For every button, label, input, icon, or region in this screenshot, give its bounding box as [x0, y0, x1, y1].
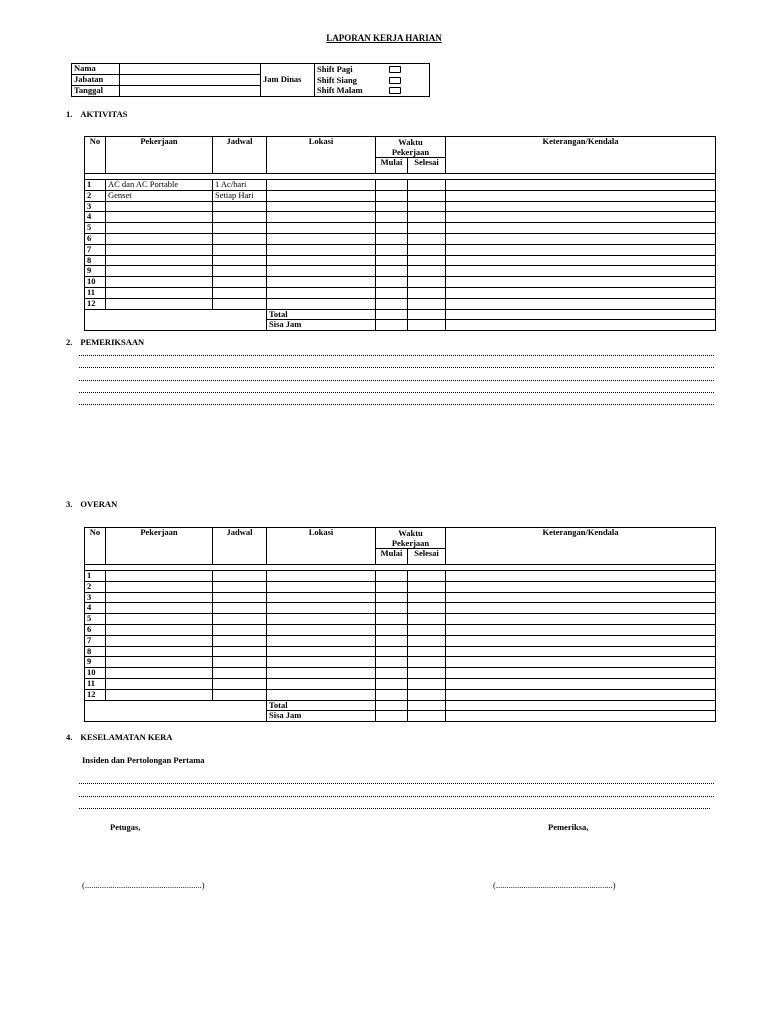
- total-row-keterangan[interactable]: [446, 309, 716, 320]
- shift-malam-option[interactable]: Shift Malam: [317, 85, 427, 96]
- section-1-heading: 1. AKTIVITAS: [66, 109, 128, 119]
- col-no: No: [85, 137, 106, 174]
- table-row: [85, 646, 716, 657]
- row-selesai[interactable]: [408, 603, 446, 614]
- total-row: [85, 700, 716, 711]
- row-lokasi[interactable]: [267, 298, 376, 309]
- row-mulai[interactable]: [376, 635, 408, 646]
- insiden-line-3[interactable]: [79, 808, 710, 809]
- row-selesai[interactable]: [408, 223, 446, 234]
- col-jadwal: Jadwal: [213, 528, 267, 565]
- sisa-jam-row-selesai[interactable]: [408, 320, 446, 331]
- table-row: [85, 201, 716, 212]
- row-keterangan[interactable]: [446, 581, 716, 592]
- table-row: [85, 266, 716, 277]
- row-selesai[interactable]: [408, 592, 446, 603]
- col-mulai: Mulai: [376, 158, 408, 174]
- sisa-jam-row-mulai[interactable]: [376, 320, 408, 331]
- row-no: 7: [85, 244, 106, 255]
- row-jadwal[interactable]: [213, 571, 267, 582]
- row-mulai[interactable]: [376, 657, 408, 668]
- row-pekerjaan[interactable]: [106, 201, 213, 212]
- row-selesai[interactable]: [408, 571, 446, 582]
- row-keterangan[interactable]: [446, 277, 716, 288]
- row-jadwal[interactable]: [213, 223, 267, 234]
- header-info-table: [71, 63, 430, 97]
- row-jadwal[interactable]: [213, 668, 267, 679]
- row-keterangan[interactable]: [446, 190, 716, 201]
- pemeriksaan-line-3[interactable]: [79, 380, 714, 381]
- row-no: 1: [85, 180, 106, 191]
- row-mulai[interactable]: [376, 614, 408, 625]
- row-lokasi[interactable]: [267, 223, 376, 234]
- row-selesai[interactable]: [408, 635, 446, 646]
- row-jadwal[interactable]: [213, 635, 267, 646]
- row-lokasi[interactable]: [267, 635, 376, 646]
- row-selesai[interactable]: [408, 277, 446, 288]
- nama-field[interactable]: [120, 64, 261, 75]
- sisa-jam-row-mulai[interactable]: [376, 711, 408, 722]
- row-lokasi[interactable]: [267, 581, 376, 592]
- total-row-label: Total: [267, 700, 376, 711]
- row-jadwal[interactable]: [213, 287, 267, 298]
- shift-malam-checkbox[interactable]: [389, 87, 401, 94]
- row-keterangan[interactable]: [446, 689, 716, 700]
- section-4-heading: 4. KESELAMATAN KERA: [66, 732, 173, 742]
- row-jadwal[interactable]: [213, 689, 267, 700]
- row-pekerjaan[interactable]: [106, 635, 213, 646]
- table-row: [85, 592, 716, 603]
- sisa-jam-row-label: Sisa Jam: [267, 711, 376, 722]
- row-no: 12: [85, 298, 106, 309]
- row-selesai[interactable]: [408, 678, 446, 689]
- row-keterangan[interactable]: [446, 614, 716, 625]
- jam-dinas-label: Jam Dinas: [261, 64, 315, 97]
- table-row: [85, 233, 716, 244]
- row-mulai[interactable]: [376, 298, 408, 309]
- row-mulai[interactable]: [376, 223, 408, 234]
- row-keterangan[interactable]: [446, 603, 716, 614]
- row-pekerjaan[interactable]: [106, 603, 213, 614]
- pemeriksaan-line-1[interactable]: [79, 355, 714, 356]
- row-jadwal[interactable]: Setiap Hari: [213, 190, 267, 201]
- col-lokasi: Lokasi: [267, 137, 376, 174]
- row-selesai[interactable]: [408, 266, 446, 277]
- row-no: 8: [85, 255, 106, 266]
- row-pekerjaan[interactable]: [106, 266, 213, 277]
- table-row: [85, 298, 716, 309]
- total-row-selesai[interactable]: [408, 700, 446, 711]
- row-no: 2: [85, 190, 106, 201]
- row-pekerjaan[interactable]: [106, 223, 213, 234]
- row-keterangan[interactable]: [446, 668, 716, 679]
- row-selesai[interactable]: [408, 212, 446, 223]
- insiden-line-1[interactable]: [79, 783, 714, 784]
- row-keterangan[interactable]: [446, 212, 716, 223]
- row-jadwal[interactable]: [213, 614, 267, 625]
- row-pekerjaan[interactable]: [106, 668, 213, 679]
- row-mulai[interactable]: [376, 212, 408, 223]
- row-keterangan[interactable]: [446, 180, 716, 191]
- row-selesai[interactable]: [408, 180, 446, 191]
- table-row: [85, 277, 716, 288]
- petugas-signature-line[interactable]: (.......................................................): [82, 880, 205, 890]
- row-jadwal[interactable]: [213, 678, 267, 689]
- row-no: 10: [85, 668, 106, 679]
- row-jadwal[interactable]: [213, 657, 267, 668]
- row-selesai[interactable]: [408, 255, 446, 266]
- total-row-mulai[interactable]: [376, 700, 408, 711]
- col-pekerjaan: Pekerjaan: [106, 137, 213, 174]
- row-no: 2: [85, 581, 106, 592]
- pemeriksaan-line-5[interactable]: [79, 404, 714, 405]
- row-mulai[interactable]: [376, 624, 408, 635]
- row-pekerjaan[interactable]: [106, 277, 213, 288]
- row-keterangan[interactable]: [446, 244, 716, 255]
- total-row-selesai[interactable]: [408, 309, 446, 320]
- sisa-jam-row-selesai[interactable]: [408, 711, 446, 722]
- pemeriksa-signature-line[interactable]: (.......................................................): [493, 880, 616, 890]
- row-keterangan[interactable]: [446, 646, 716, 657]
- col-jadwal: Jadwal: [213, 137, 267, 174]
- row-lokasi[interactable]: [267, 180, 376, 191]
- col-mulai: Mulai: [376, 549, 408, 565]
- petugas-label: Petugas,: [110, 822, 141, 832]
- table-row: [85, 581, 716, 592]
- row-keterangan[interactable]: [446, 233, 716, 244]
- row-jadwal[interactable]: 1 Ac/hari: [213, 180, 267, 191]
- row-pekerjaan[interactable]: [106, 689, 213, 700]
- table-row: [85, 657, 716, 668]
- row-lokasi[interactable]: [267, 212, 376, 223]
- row-no: 7: [85, 635, 106, 646]
- row-selesai[interactable]: [408, 298, 446, 309]
- row-jadwal[interactable]: [213, 581, 267, 592]
- row-selesai[interactable]: [408, 689, 446, 700]
- table-row: [85, 571, 716, 582]
- shift-pagi-checkbox[interactable]: [389, 66, 401, 73]
- shift-pagi-option[interactable]: Shift Pagi: [317, 64, 427, 75]
- table-row: [85, 614, 716, 625]
- table-row: [85, 635, 716, 646]
- row-keterangan[interactable]: [446, 657, 716, 668]
- row-keterangan[interactable]: [446, 298, 716, 309]
- row-lokasi[interactable]: [267, 689, 376, 700]
- row-lokasi[interactable]: [267, 678, 376, 689]
- row-keterangan[interactable]: [446, 635, 716, 646]
- row-selesai[interactable]: [408, 668, 446, 679]
- row-mulai[interactable]: [376, 233, 408, 244]
- row-jadwal[interactable]: [213, 646, 267, 657]
- total-row: [85, 309, 716, 320]
- row-mulai[interactable]: [376, 190, 408, 201]
- row-selesai[interactable]: [408, 244, 446, 255]
- row-lokasi[interactable]: [267, 603, 376, 614]
- row-no: 3: [85, 201, 106, 212]
- row-selesai[interactable]: [408, 190, 446, 201]
- insiden-subtitle: Insiden dan Pertolongan Pertama: [82, 755, 205, 765]
- row-keterangan[interactable]: [446, 592, 716, 603]
- row-selesai[interactable]: [408, 657, 446, 668]
- row-selesai[interactable]: [408, 614, 446, 625]
- section-3-heading: 3. OVERAN: [66, 499, 118, 509]
- row-jadwal[interactable]: [213, 266, 267, 277]
- shift-siang-checkbox[interactable]: [389, 77, 401, 84]
- col-pekerjaan: Pekerjaan: [106, 528, 213, 565]
- row-no: 6: [85, 233, 106, 244]
- col-keterangan: Keterangan/Kendala: [446, 137, 716, 174]
- row-pekerjaan[interactable]: [106, 212, 213, 223]
- pemeriksaan-line-2[interactable]: [79, 367, 714, 368]
- row-lokasi[interactable]: [267, 190, 376, 201]
- table-row: [85, 603, 716, 614]
- table-row: [85, 244, 716, 255]
- row-keterangan[interactable]: [446, 678, 716, 689]
- row-jadwal[interactable]: [213, 277, 267, 288]
- row-mulai[interactable]: [376, 277, 408, 288]
- row-no: 5: [85, 223, 106, 234]
- row-selesai[interactable]: [408, 287, 446, 298]
- row-no: 12: [85, 689, 106, 700]
- row-lokasi[interactable]: [267, 244, 376, 255]
- row-pekerjaan[interactable]: [106, 298, 213, 309]
- row-keterangan[interactable]: [446, 223, 716, 234]
- table-row: [85, 190, 716, 201]
- col-selesai: Selesai: [408, 549, 446, 565]
- row-mulai[interactable]: [376, 668, 408, 679]
- row-no: 6: [85, 624, 106, 635]
- table-row: [85, 624, 716, 635]
- table-row: [85, 689, 716, 700]
- row-no: 10: [85, 277, 106, 288]
- row-mulai[interactable]: [376, 266, 408, 277]
- row-no: 11: [85, 287, 106, 298]
- row-jadwal[interactable]: [213, 592, 267, 603]
- row-no: 4: [85, 603, 106, 614]
- shift-siang-option[interactable]: Shift Siang: [317, 75, 427, 86]
- row-pekerjaan[interactable]: [106, 244, 213, 255]
- row-lokasi[interactable]: [267, 287, 376, 298]
- row-jadwal[interactable]: [213, 212, 267, 223]
- col-selesai: Selesai: [408, 158, 446, 174]
- col-waktu-pekerjaan: Waktu Pekerjaan: [376, 528, 446, 549]
- row-selesai[interactable]: [408, 201, 446, 212]
- pemeriksaan-line-4[interactable]: [79, 392, 714, 393]
- aktivitas-table: [84, 136, 716, 331]
- row-mulai[interactable]: [376, 287, 408, 298]
- row-pekerjaan[interactable]: [106, 287, 213, 298]
- row-pekerjaan[interactable]: [106, 678, 213, 689]
- jabatan-label: Jabatan: [72, 74, 120, 85]
- row-no: 3: [85, 592, 106, 603]
- row-lokasi[interactable]: [267, 266, 376, 277]
- row-no: 9: [85, 657, 106, 668]
- row-mulai[interactable]: [376, 678, 408, 689]
- tanggal-field[interactable]: [120, 85, 261, 96]
- row-jadwal[interactable]: [213, 201, 267, 212]
- col-lokasi: Lokasi: [267, 528, 376, 565]
- row-mulai[interactable]: [376, 581, 408, 592]
- row-no: 8: [85, 646, 106, 657]
- row-lokasi[interactable]: [267, 277, 376, 288]
- row-lokasi[interactable]: [267, 592, 376, 603]
- table-row: [85, 678, 716, 689]
- row-no: 9: [85, 266, 106, 277]
- table-row: [85, 180, 716, 191]
- row-pekerjaan[interactable]: [106, 614, 213, 625]
- row-selesai[interactable]: [408, 646, 446, 657]
- col-keterangan: Keterangan/Kendala: [446, 528, 716, 565]
- row-no: 11: [85, 678, 106, 689]
- col-no: No: [85, 528, 106, 565]
- table-row: [85, 212, 716, 223]
- tanggal-label: Tanggal: [72, 85, 120, 96]
- row-jadwal[interactable]: [213, 298, 267, 309]
- row-pekerjaan[interactable]: [106, 624, 213, 635]
- row-lokasi[interactable]: [267, 201, 376, 212]
- table-row: [85, 287, 716, 298]
- total-row-mulai[interactable]: [376, 309, 408, 320]
- row-jadwal[interactable]: [213, 233, 267, 244]
- col-waktu-pekerjaan: Waktu Pekerjaan: [376, 137, 446, 158]
- row-jadwal[interactable]: [213, 255, 267, 266]
- row-mulai[interactable]: [376, 689, 408, 700]
- jabatan-field[interactable]: [120, 74, 261, 85]
- summary-blank: [85, 309, 267, 331]
- row-pekerjaan[interactable]: Genset: [106, 190, 213, 201]
- page-title: LAPORAN KERJA HARIAN: [326, 33, 442, 43]
- row-keterangan[interactable]: [446, 201, 716, 212]
- sisa-jam-row-label: Sisa Jam: [267, 320, 376, 331]
- row-selesai[interactable]: [408, 233, 446, 244]
- row-lokasi[interactable]: [267, 646, 376, 657]
- row-mulai[interactable]: [376, 255, 408, 266]
- row-pekerjaan[interactable]: [106, 592, 213, 603]
- row-pekerjaan[interactable]: [106, 657, 213, 668]
- row-lokasi[interactable]: [267, 571, 376, 582]
- row-mulai[interactable]: [376, 603, 408, 614]
- row-pekerjaan[interactable]: [106, 255, 213, 266]
- row-no: 5: [85, 614, 106, 625]
- row-lokasi[interactable]: [267, 255, 376, 266]
- total-row-label: Total: [267, 309, 376, 320]
- row-mulai[interactable]: [376, 646, 408, 657]
- table-row: [85, 223, 716, 234]
- table-row: [85, 255, 716, 266]
- row-jadwal[interactable]: [213, 624, 267, 635]
- row-pekerjaan[interactable]: AC dan AC Portable: [106, 180, 213, 191]
- row-lokasi[interactable]: [267, 657, 376, 668]
- pemeriksa-label: Pemeriksa,: [548, 822, 589, 832]
- row-mulai[interactable]: [376, 592, 408, 603]
- row-pekerjaan[interactable]: [106, 233, 213, 244]
- row-pekerjaan[interactable]: [106, 571, 213, 582]
- row-keterangan[interactable]: [446, 266, 716, 277]
- row-keterangan[interactable]: [446, 571, 716, 582]
- row-lokasi[interactable]: [267, 668, 376, 679]
- row-mulai[interactable]: [376, 571, 408, 582]
- row-keterangan[interactable]: [446, 624, 716, 635]
- row-no: 4: [85, 212, 106, 223]
- row-keterangan[interactable]: [446, 255, 716, 266]
- row-keterangan[interactable]: [446, 287, 716, 298]
- nama-label: Nama: [72, 64, 120, 75]
- row-no: 1: [85, 571, 106, 582]
- row-pekerjaan[interactable]: [106, 581, 213, 592]
- table-row: [85, 668, 716, 679]
- overan-table: [84, 527, 716, 722]
- row-jadwal[interactable]: [213, 603, 267, 614]
- row-mulai[interactable]: [376, 244, 408, 255]
- row-mulai[interactable]: [376, 180, 408, 191]
- shift-options: [315, 64, 430, 97]
- insiden-line-2[interactable]: [79, 796, 714, 797]
- row-jadwal[interactable]: [213, 244, 267, 255]
- row-pekerjaan[interactable]: [106, 646, 213, 657]
- row-lokasi[interactable]: [267, 233, 376, 244]
- row-selesai[interactable]: [408, 624, 446, 635]
- sisa-jam-row-keterangan[interactable]: [446, 711, 716, 722]
- row-selesai[interactable]: [408, 581, 446, 592]
- summary-blank: [85, 700, 267, 722]
- sisa-jam-row-keterangan[interactable]: [446, 320, 716, 331]
- row-mulai[interactable]: [376, 201, 408, 212]
- row-lokasi[interactable]: [267, 614, 376, 625]
- total-row-keterangan[interactable]: [446, 700, 716, 711]
- section-2-heading: 2. PEMERIKSAAN: [66, 337, 145, 347]
- row-lokasi[interactable]: [267, 624, 376, 635]
